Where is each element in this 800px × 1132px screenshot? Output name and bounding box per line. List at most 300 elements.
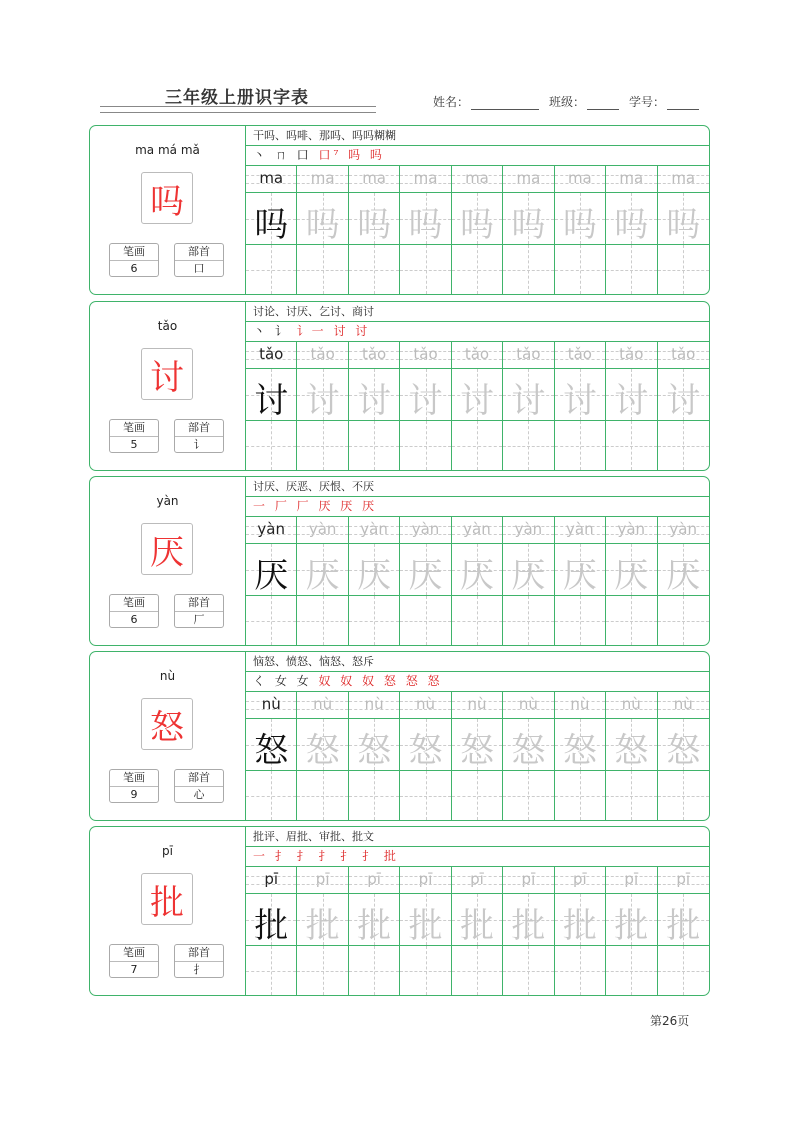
pinyin-cell[interactable]: [658, 517, 709, 544]
practice-column: [246, 692, 297, 820]
pinyin-cell[interactable]: [400, 517, 450, 544]
char-display: 吗: [141, 172, 193, 224]
pinyin-cell[interactable]: [452, 517, 502, 544]
empty-practice-cell[interactable]: [349, 771, 399, 820]
empty-practice-cell[interactable]: [606, 596, 656, 645]
char-trace: 厌: [666, 556, 701, 596]
practice-column: [606, 867, 657, 995]
practice-column: [658, 342, 709, 470]
practice-column: [246, 166, 297, 294]
pinyin-cell[interactable]: [658, 166, 709, 193]
char-card: [89, 125, 710, 295]
empty-practice-cell[interactable]: [246, 596, 296, 645]
tian-grid-cell[interactable]: [349, 193, 399, 245]
pinyin-trace: nù: [518, 695, 538, 713]
pinyin-cell[interactable]: [400, 342, 450, 369]
practice-column: [503, 166, 554, 294]
char-display: 讨: [141, 348, 193, 400]
empty-practice-cell[interactable]: [452, 596, 502, 645]
empty-practice-cell[interactable]: [349, 596, 399, 645]
page-title: 三年级上册识字表: [165, 88, 309, 108]
char-trace: 批: [305, 906, 340, 946]
practice-panel: [246, 126, 709, 294]
pinyin-trace: pī: [264, 870, 279, 888]
stroke-order-plain: 丶 讠: [253, 324, 297, 338]
empty-practice-cell[interactable]: [658, 771, 709, 820]
char-display: 批: [141, 873, 193, 925]
stroke-count-box: [109, 419, 159, 453]
pinyin-cell[interactable]: [658, 867, 709, 894]
empty-practice-cell[interactable]: [503, 946, 553, 995]
empty-practice-cell[interactable]: [606, 245, 656, 294]
stroke-order-plain: く 女 女: [253, 674, 319, 688]
tian-grid-cell[interactable]: [400, 193, 450, 245]
pinyin-cell[interactable]: [400, 166, 450, 193]
empty-practice-cell[interactable]: [452, 771, 502, 820]
tian-grid-cell[interactable]: [297, 894, 347, 946]
empty-practice-cell[interactable]: [658, 946, 709, 995]
pinyin-trace: nù: [621, 695, 641, 713]
char-trace: 批: [614, 906, 649, 946]
practice-grid: [246, 517, 709, 645]
id-label: 学号：: [629, 95, 666, 109]
pinyin-cell[interactable]: [606, 517, 656, 544]
char-pinyin: tǎo: [157, 319, 178, 333]
tian-grid-cell[interactable]: [503, 369, 553, 421]
stroke-label: 笔画: [110, 420, 158, 437]
char-trace: 怒: [408, 731, 443, 771]
empty-practice-cell[interactable]: [400, 596, 450, 645]
char-trace: 怒: [511, 731, 546, 771]
char-trace: 批: [408, 906, 443, 946]
tian-grid-cell[interactable]: [400, 369, 450, 421]
tian-grid-cell[interactable]: [246, 544, 296, 596]
pinyin-cell[interactable]: [349, 692, 399, 719]
tian-grid-cell[interactable]: [246, 894, 296, 946]
stroke-order: [246, 322, 709, 342]
practice-column: [452, 517, 503, 645]
char-info-panel: [90, 652, 246, 820]
empty-practice-cell[interactable]: [246, 245, 296, 294]
pinyin-trace: ma: [310, 169, 335, 187]
char-trace: 吗: [254, 205, 289, 245]
empty-practice-cell[interactable]: [503, 245, 553, 294]
practice-column: [658, 166, 709, 294]
practice-column: [400, 517, 451, 645]
pinyin-cell[interactable]: [555, 517, 605, 544]
pinyin-cell[interactable]: [555, 867, 605, 894]
pinyin-cell[interactable]: [606, 342, 656, 369]
practice-column: [297, 166, 348, 294]
radical-label: 部首: [175, 244, 223, 261]
practice-grid: [246, 867, 709, 995]
tian-grid-cell[interactable]: [297, 193, 347, 245]
pinyin-cell[interactable]: [246, 342, 296, 369]
pinyin-trace: yàn: [514, 520, 543, 538]
char-trace: 吗: [614, 205, 649, 245]
char-pinyin: pī: [162, 844, 173, 858]
char-trace: 怒: [614, 731, 649, 771]
practice-column: [503, 342, 554, 470]
pinyin-cell[interactable]: [297, 517, 347, 544]
tian-grid-cell[interactable]: [606, 369, 656, 421]
char-trace: 批: [562, 906, 597, 946]
char-trace: 吗: [357, 205, 392, 245]
pinyin-cell[interactable]: [606, 692, 656, 719]
char-trace: 批: [357, 906, 392, 946]
pinyin-cell[interactable]: [452, 166, 502, 193]
pinyin-trace: ma: [362, 169, 386, 187]
pinyin-cell[interactable]: [400, 692, 450, 719]
char-card: [89, 826, 710, 996]
empty-practice-cell[interactable]: [246, 421, 296, 470]
pinyin-trace: ma: [516, 169, 541, 187]
practice-column: [606, 342, 657, 470]
empty-practice-cell[interactable]: [349, 245, 399, 294]
radical-box: [174, 243, 224, 277]
word-list: 批评、眉批、审批、批文: [246, 827, 709, 847]
tian-grid-cell[interactable]: [658, 894, 709, 946]
tian-grid-cell[interactable]: [555, 544, 605, 596]
radical-label: 部首: [175, 770, 223, 787]
stroke-order: [246, 672, 709, 692]
pinyin-cell[interactable]: [452, 342, 502, 369]
tian-grid-cell[interactable]: [658, 719, 709, 771]
empty-practice-cell[interactable]: [555, 421, 605, 470]
radical-label: 部首: [175, 595, 223, 612]
empty-practice-cell[interactable]: [555, 245, 605, 294]
char-trace: 怒: [666, 731, 701, 771]
practice-grid: [246, 342, 709, 470]
tian-grid-cell[interactable]: [555, 894, 605, 946]
tian-grid-cell[interactable]: [503, 894, 553, 946]
pinyin-trace: nù: [570, 695, 590, 713]
char-pinyin: yàn: [156, 494, 179, 508]
char-display: 怒: [141, 698, 193, 750]
word-list: 干吗、吗啡、那吗、吗吗糊糊: [246, 126, 709, 146]
practice-panel: [246, 477, 709, 645]
tian-grid-cell[interactable]: [452, 193, 502, 245]
radical-value: 心: [193, 788, 205, 801]
pinyin-trace: yàn: [308, 520, 337, 538]
pinyin-trace: yàn: [669, 520, 697, 538]
stroke-order: [246, 497, 709, 517]
char-trace: 讨: [357, 381, 392, 421]
tian-grid-cell[interactable]: [297, 719, 347, 771]
empty-practice-cell[interactable]: [606, 771, 656, 820]
pinyin-cell[interactable]: [246, 166, 296, 193]
pinyin-cell[interactable]: [503, 166, 553, 193]
empty-practice-cell[interactable]: [452, 946, 502, 995]
practice-column: [555, 517, 606, 645]
radical-label: 部首: [175, 945, 223, 962]
word-list: 讨论、讨厌、乞讨、商讨: [246, 302, 709, 322]
tian-grid-cell[interactable]: [658, 369, 709, 421]
pinyin-trace: yàn: [463, 520, 491, 538]
empty-practice-cell[interactable]: [658, 596, 709, 645]
empty-practice-cell[interactable]: [246, 771, 296, 820]
tian-grid-cell[interactable]: [400, 719, 450, 771]
pinyin-trace: ma: [259, 169, 284, 187]
char-trace: 讨: [254, 381, 289, 421]
tian-grid-cell[interactable]: [349, 894, 399, 946]
char-trace: 吗: [511, 205, 546, 245]
pinyin-trace: nù: [467, 695, 487, 713]
char-trace: 厌: [357, 556, 392, 596]
tian-grid-cell[interactable]: [503, 544, 553, 596]
stroke-count-box: [109, 944, 159, 978]
char-trace: 讨: [459, 381, 494, 421]
char-trace: 怒: [305, 731, 340, 771]
pinyin-cell[interactable]: [246, 692, 296, 719]
tian-grid-cell[interactable]: [555, 369, 605, 421]
radical-box: [174, 944, 224, 978]
class-blank[interactable]: [587, 96, 619, 110]
pinyin-trace: nù: [673, 695, 693, 713]
page-number: 第26页: [650, 1014, 690, 1028]
tian-grid-cell[interactable]: [555, 193, 605, 245]
empty-practice-cell[interactable]: [349, 421, 399, 470]
tian-grid-cell[interactable]: [400, 544, 450, 596]
stroke-count: 6: [130, 613, 138, 626]
tian-grid-cell[interactable]: [349, 544, 399, 596]
char-trace: 批: [459, 906, 494, 946]
practice-column: [658, 692, 709, 820]
empty-practice-cell[interactable]: [555, 946, 605, 995]
stroke-label: 笔画: [110, 595, 158, 612]
stroke-label: 笔画: [110, 770, 158, 787]
student-info: [433, 93, 709, 110]
practice-column: [658, 517, 709, 645]
empty-practice-cell[interactable]: [452, 245, 502, 294]
tian-grid-cell[interactable]: [555, 719, 605, 771]
pinyin-cell[interactable]: [503, 867, 553, 894]
char-trace: 厌: [254, 556, 289, 596]
pinyin-trace: yàn: [617, 520, 646, 538]
empty-practice-cell[interactable]: [400, 245, 450, 294]
tian-grid-cell[interactable]: [658, 193, 709, 245]
empty-practice-cell[interactable]: [606, 946, 656, 995]
practice-column: [400, 342, 451, 470]
practice-column: [297, 692, 348, 820]
practice-column: [246, 342, 297, 470]
char-card: [89, 301, 710, 471]
practice-column: [349, 342, 400, 470]
radical-value: 扌: [193, 963, 205, 976]
char-trace: 厌: [562, 556, 597, 596]
stroke-order: [246, 146, 709, 166]
radical-box: [174, 594, 224, 628]
empty-practice-cell[interactable]: [658, 245, 709, 294]
stroke-order-plain: 丶 ㄇ 口: [253, 148, 319, 162]
pinyin-cell[interactable]: [606, 166, 656, 193]
pinyin-cell[interactable]: [658, 342, 709, 369]
pinyin-trace: pī: [470, 870, 484, 888]
char-trace: 吗: [305, 205, 340, 245]
pinyin-cell[interactable]: [555, 692, 605, 719]
pinyin-cell[interactable]: [349, 867, 399, 894]
pinyin-cell[interactable]: [297, 867, 347, 894]
char-trace: 讨: [614, 381, 649, 421]
empty-practice-cell[interactable]: [246, 946, 296, 995]
pinyin-cell[interactable]: [452, 867, 502, 894]
empty-practice-cell[interactable]: [297, 421, 347, 470]
pinyin-cell[interactable]: [349, 342, 399, 369]
stroke-count: 9: [130, 788, 138, 801]
radical-value: 讠: [193, 438, 205, 451]
tian-grid-cell[interactable]: [246, 193, 296, 245]
empty-practice-cell[interactable]: [297, 596, 347, 645]
empty-practice-cell[interactable]: [555, 596, 605, 645]
word-list: 讨厌、厌恶、厌恨、不厌: [246, 477, 709, 497]
pinyin-trace: nù: [416, 695, 436, 713]
char-trace: 吗: [666, 205, 701, 245]
char-trace: 讨: [666, 381, 701, 421]
empty-practice-cell[interactable]: [503, 596, 553, 645]
empty-practice-cell[interactable]: [503, 771, 553, 820]
id-blank[interactable]: [667, 96, 699, 110]
stroke-order-highlight: 讠一 讨 讨: [296, 324, 371, 338]
tian-grid-cell[interactable]: [452, 894, 502, 946]
empty-practice-cell[interactable]: [658, 421, 709, 470]
empty-practice-cell[interactable]: [400, 946, 450, 995]
pinyin-trace: pī: [624, 870, 639, 888]
stroke-order-highlight: 奴 奴 奴 怒 怒 怒: [318, 674, 443, 688]
empty-practice-cell[interactable]: [349, 946, 399, 995]
tian-grid-cell[interactable]: [246, 719, 296, 771]
char-trace: 怒: [459, 731, 494, 771]
pinyin-cell[interactable]: [452, 692, 502, 719]
stroke-order-highlight: 口⁷ 吗 吗: [318, 148, 385, 162]
radical-label: 部首: [175, 420, 223, 437]
practice-panel: [246, 652, 709, 820]
practice-column: [349, 692, 400, 820]
char-trace: 吗: [408, 205, 443, 245]
empty-practice-cell[interactable]: [503, 421, 553, 470]
pinyin-trace: ma: [619, 169, 644, 187]
char-info-panel: [90, 126, 246, 294]
title-underline: [100, 106, 376, 113]
pinyin-trace: yàn: [411, 520, 440, 538]
tian-grid-cell[interactable]: [246, 369, 296, 421]
name-blank[interactable]: [471, 96, 539, 110]
pinyin-cell[interactable]: [349, 517, 399, 544]
radical-value: 口: [193, 262, 205, 275]
stroke-count: 7: [130, 963, 138, 976]
char-info-panel: [90, 477, 246, 645]
tian-grid-cell[interactable]: [400, 894, 450, 946]
pinyin-cell[interactable]: [349, 166, 399, 193]
tian-grid-cell[interactable]: [606, 193, 656, 245]
name-label: 姓名：: [433, 95, 470, 109]
id-field: [629, 93, 699, 110]
pinyin-trace: tǎo: [464, 345, 490, 363]
practice-column: [452, 342, 503, 470]
practice-column: [503, 517, 554, 645]
char-trace: 吗: [459, 205, 494, 245]
tian-grid-cell[interactable]: [297, 544, 347, 596]
char-display: 厌: [141, 523, 193, 575]
practice-column: [555, 867, 606, 995]
tian-grid-cell[interactable]: [452, 719, 502, 771]
char-trace: 批: [254, 906, 289, 946]
char-info-panel: [90, 302, 246, 470]
empty-practice-cell[interactable]: [297, 245, 347, 294]
pinyin-trace: tǎo: [310, 345, 335, 363]
pinyin-trace: tǎo: [671, 345, 696, 363]
tian-grid-cell[interactable]: [349, 719, 399, 771]
empty-practice-cell[interactable]: [452, 421, 502, 470]
practice-column: [349, 517, 400, 645]
pinyin-cell[interactable]: [503, 342, 553, 369]
empty-practice-cell[interactable]: [400, 421, 450, 470]
pinyin-trace: tǎo: [361, 345, 387, 363]
tian-grid-cell[interactable]: [606, 544, 656, 596]
tian-grid-cell[interactable]: [606, 894, 656, 946]
practice-column: [349, 166, 400, 294]
radical-box: [174, 769, 224, 803]
empty-practice-cell[interactable]: [297, 946, 347, 995]
practice-column: [297, 867, 348, 995]
char-pinyin: nù: [159, 669, 176, 683]
pinyin-trace: ma: [567, 169, 592, 187]
pinyin-cell[interactable]: [658, 692, 709, 719]
tian-grid-cell[interactable]: [503, 719, 553, 771]
tian-grid-cell[interactable]: [503, 193, 553, 245]
empty-practice-cell[interactable]: [297, 771, 347, 820]
pinyin-trace: tǎo: [413, 345, 438, 363]
tian-grid-cell[interactable]: [297, 369, 347, 421]
practice-column: [400, 692, 451, 820]
stroke-count: 6: [130, 262, 138, 275]
tian-grid-cell[interactable]: [658, 544, 709, 596]
pinyin-trace: yàn: [257, 520, 285, 538]
stroke-count: 5: [130, 438, 138, 451]
practice-column: [452, 692, 503, 820]
empty-practice-cell[interactable]: [400, 771, 450, 820]
tian-grid-cell[interactable]: [606, 719, 656, 771]
pinyin-cell[interactable]: [606, 867, 656, 894]
pinyin-cell[interactable]: [503, 517, 553, 544]
tian-grid-cell[interactable]: [349, 369, 399, 421]
pinyin-cell[interactable]: [297, 342, 347, 369]
stroke-order-highlight: 一 扌 扌 扌 扌 扌 批: [253, 849, 399, 863]
pinyin-trace: yàn: [360, 520, 388, 538]
pinyin-cell[interactable]: [246, 867, 296, 894]
char-trace: 怒: [254, 731, 289, 771]
practice-column: [503, 867, 554, 995]
stroke-count-box: [109, 243, 159, 277]
char-trace: 批: [666, 906, 701, 946]
empty-practice-cell[interactable]: [555, 771, 605, 820]
stroke-order-highlight: 一 厂 厂 厌 厌 厌: [253, 499, 378, 513]
tian-grid-cell[interactable]: [452, 544, 502, 596]
pinyin-cell[interactable]: [400, 867, 450, 894]
tian-grid-cell[interactable]: [452, 369, 502, 421]
pinyin-cell[interactable]: [555, 342, 605, 369]
pinyin-cell[interactable]: [297, 692, 347, 719]
pinyin-cell[interactable]: [297, 166, 347, 193]
pinyin-trace: pī: [521, 870, 536, 888]
empty-practice-cell[interactable]: [606, 421, 656, 470]
practice-column: [452, 166, 503, 294]
practice-column: [400, 867, 451, 995]
pinyin-cell[interactable]: [503, 692, 553, 719]
pinyin-cell[interactable]: [555, 166, 605, 193]
char-info-panel: [90, 827, 246, 995]
char-trace: 讨: [562, 381, 597, 421]
pinyin-cell[interactable]: [246, 517, 296, 544]
